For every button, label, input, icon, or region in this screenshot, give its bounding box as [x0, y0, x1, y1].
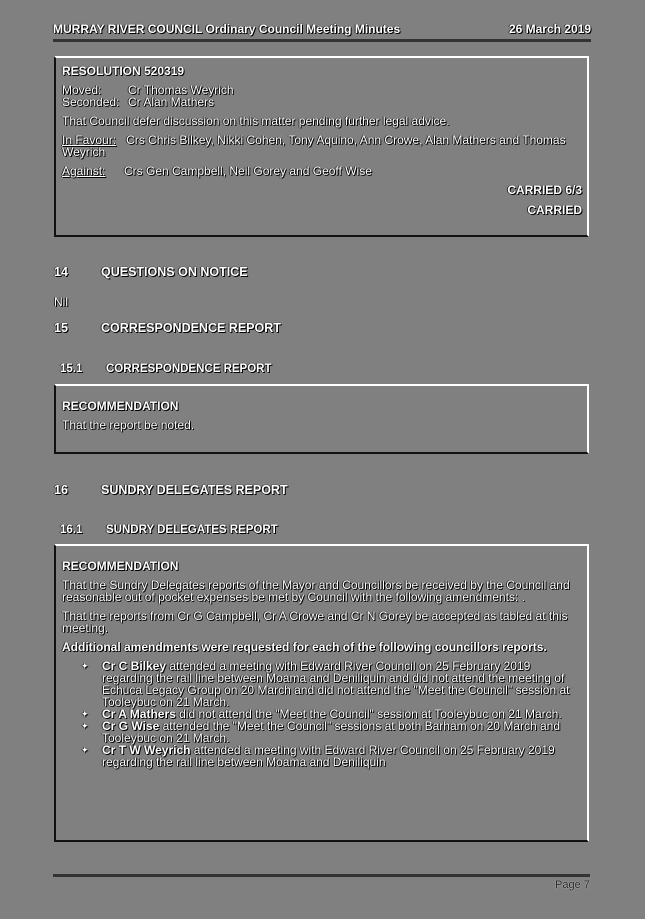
- resolution-title: RESOLUTION 520319: [62, 64, 185, 78]
- councillor-name: Cr A Mathers: [102, 707, 176, 721]
- footer-rule: [53, 874, 590, 877]
- section-14-body: Nil: [54, 295, 68, 309]
- bullet-icon: ✦: [81, 745, 89, 755]
- section-number: 15: [54, 321, 68, 335]
- document-date: 26 March 2019: [508, 22, 591, 36]
- seconded-value: Cr Alan Mathers: [128, 95, 215, 109]
- amendment-text: attended the "Meet the Council" sessions at both Barham on 20 March and Tooleybuc on 21 March.: [102, 719, 561, 745]
- section-15-1-heading: [60, 363, 272, 375]
- document-title: MURRAY RIVER COUNCIL Ordinary Council Meeting Minutes: [53, 22, 401, 36]
- list-item: [62, 744, 582, 768]
- bullet-icon: ✦: [81, 709, 89, 719]
- in-favour-value: Crs Chris Bilkey, Nikki Cohen, Tony Aquino, Ann Crowe, Alan Mathers and Thomas Weyrich: [62, 133, 566, 159]
- subsection-title: SUNDRY DELEGATES REPORT: [106, 524, 278, 536]
- motion-text: That Council defer discussion on this matter pending further legal advice.: [62, 114, 450, 128]
- section-16-1-heading: [60, 524, 278, 536]
- subsection-title: CORRESPONDENCE REPORT: [106, 363, 272, 375]
- bullet-icon: ✦: [81, 661, 89, 671]
- councillor-name: Cr C Bilkey: [102, 659, 167, 673]
- bullet-icon: ✦: [81, 721, 89, 731]
- councillor-name: Cr G Wise: [102, 719, 160, 733]
- seconded-label: Seconded:: [62, 95, 120, 109]
- page-header: [53, 22, 591, 36]
- section-number: 16: [54, 483, 68, 497]
- in-favour-label: In Favour:: [62, 133, 117, 147]
- in-favour-row: [62, 134, 582, 158]
- result-count: CARRIED 6/3: [507, 183, 582, 197]
- recommendation-para-2: That the reports from Cr G Campbell, Cr A Crowe and Cr N Gorey be accepted as tabled at this meeting.: [62, 609, 568, 635]
- section-16-heading: [54, 483, 288, 497]
- against-label: Against:: [62, 164, 106, 178]
- subsection-number: 16.1: [60, 524, 83, 536]
- amendment-text: attended a meeting with Edward River Council on 25 February 2019 regarding the rail line between Moama and Deniliquin: [102, 743, 555, 769]
- section-number: 14: [54, 265, 68, 279]
- seconded-row: [62, 96, 582, 108]
- list-item: [62, 660, 582, 708]
- recommendation-title: RECOMMENDATION: [62, 559, 179, 573]
- recommendation-text: That the report be noted.: [62, 418, 195, 432]
- recommendation-title: RECOMMENDATION: [62, 399, 179, 413]
- result-status: CARRIED: [527, 203, 582, 217]
- section-15-heading: [54, 321, 281, 335]
- section-14-heading: [54, 265, 248, 279]
- against-value: Crs Gen Campbell, Neil Gorey and Geoff Wise: [124, 164, 372, 178]
- amendment-text: did not attend the "Meet the Council" session at Tooleybuc on 21 March.: [175, 707, 562, 721]
- correspondence-recommendation-box: [54, 384, 589, 454]
- section-title: SUNDRY DELEGATES REPORT: [101, 483, 288, 497]
- section-title: QUESTIONS ON NOTICE: [101, 265, 248, 279]
- subsection-number: 15.1: [60, 363, 83, 375]
- against-row: [62, 165, 582, 177]
- sundry-recommendation-box: [54, 544, 589, 842]
- councillor-name: Cr T W Weyrich: [102, 743, 191, 757]
- page-number: Page 7: [555, 879, 590, 891]
- moved-value: Cr Thomas Weyrich: [128, 83, 234, 97]
- section-title: CORRESPONDENCE REPORT: [101, 321, 281, 335]
- resolution-box: [54, 56, 589, 237]
- councillor-amendments-list: [62, 660, 582, 768]
- recommendation-para-3: Additional amendments were requested for each of the following councillors reports.: [62, 640, 547, 654]
- moved-label: Moved:: [62, 83, 102, 97]
- amendment-text: attended a meeting with Edward River Council on 25 February 2019 regarding the rail line between Moama and Deniliquin and did not attend the meeting of Echuca Legacy Group on 20 March and did not attend the "Meet the Council" session at Tooleybuc on 21 March.: [102, 659, 570, 709]
- recommendation-para-1: That the Sundry Delegates reports of the Mayor and Councillors be received by the Council and reasonable out of pocket expenses be met by Council with the following amendments: .: [62, 578, 570, 604]
- header-rule: [53, 39, 591, 42]
- list-item: [62, 720, 582, 744]
